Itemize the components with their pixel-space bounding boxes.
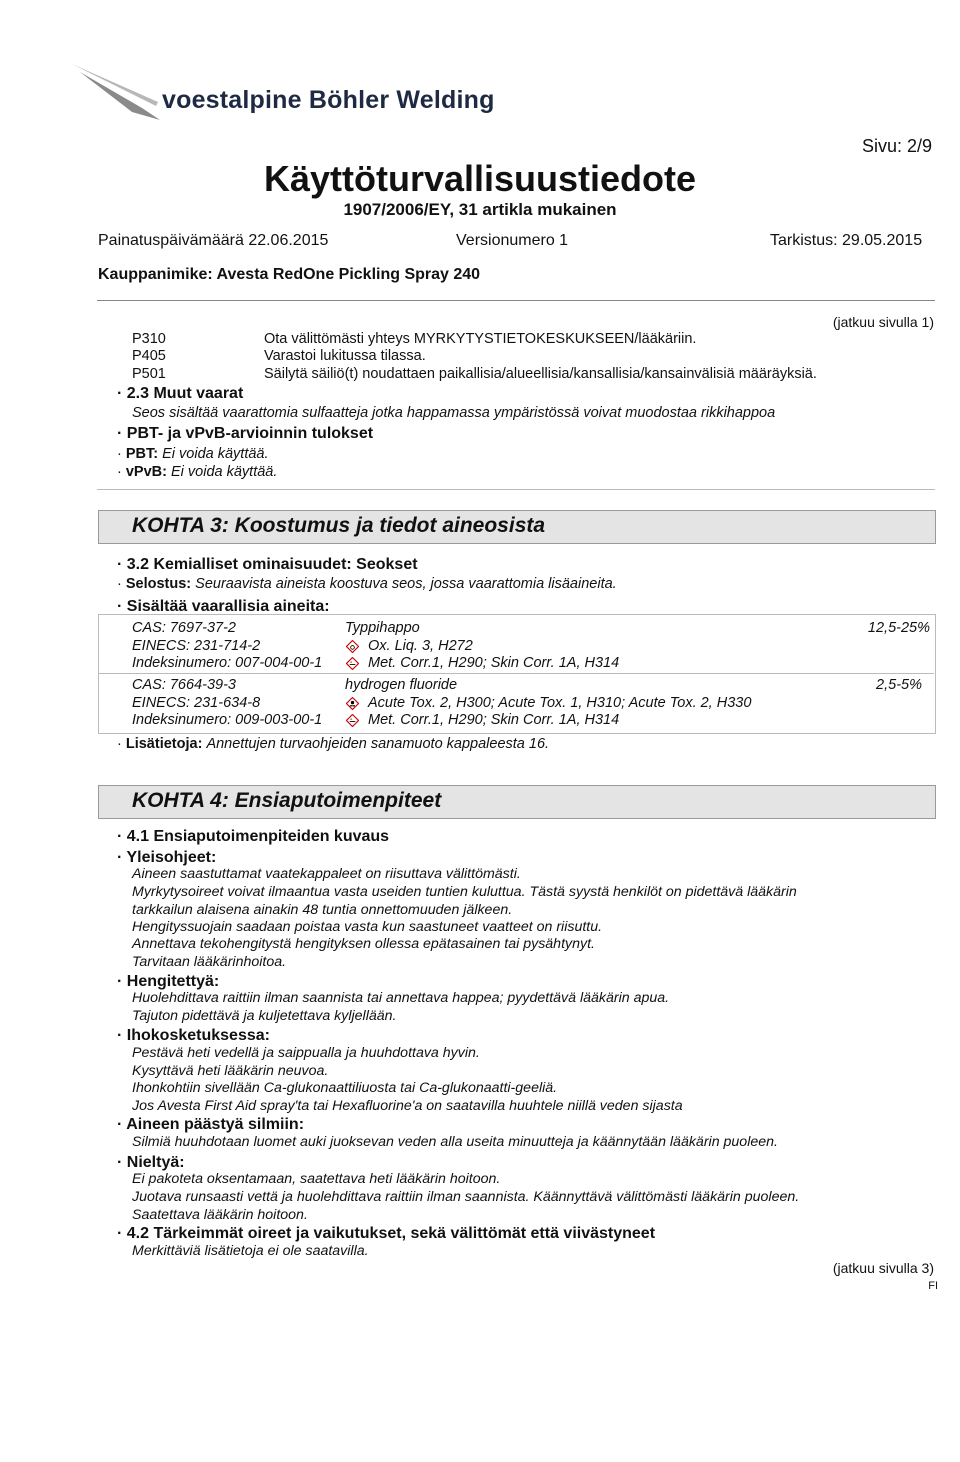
section-3-header: KOHTA 3: Koostumus ja tiedot aineosista bbox=[98, 510, 936, 544]
brand-swoosh-logo bbox=[72, 62, 162, 122]
p-code: P501 bbox=[132, 366, 166, 382]
substance-einecs: EINECS: 231-634-8 bbox=[132, 695, 261, 711]
subsection-4-2-heading: · 4.2 Tärkeimmät oireet ja vaikutukset, sekä välittömät että viivästyneet bbox=[117, 1225, 656, 1242]
subsection-3-2-heading: · 3.2 Kemialliset ominaisuudet: Seokset bbox=[117, 556, 418, 573]
skin-contact-line: Pestävä heti vedellä ja saippualla ja huuhdottava hyvin. bbox=[132, 1045, 480, 1061]
document-subtitle: 1907/2006/EY, 31 artikla mukainen bbox=[343, 200, 617, 219]
review-date: Tarkistus: 29.05.2015 bbox=[770, 232, 923, 249]
continued-to: (jatkuu sivulla 3) bbox=[832, 1260, 934, 1276]
pbt-assessment-heading: · PBT- ja vPvB-arvioinnin tulokset bbox=[117, 425, 374, 442]
corrosion-icon bbox=[346, 657, 359, 670]
substance-name: hydrogen fluoride bbox=[345, 677, 458, 693]
brand-name: voestalpine Böhler Welding bbox=[162, 86, 495, 114]
skin-contact-line: Jos Avesta First Aid spray'ta tai Hexafluorine'a on saatavilla huuhtele niillä veden sijasta bbox=[132, 1098, 683, 1114]
p-code: P310 bbox=[132, 331, 166, 347]
substance-classification: Ox. Liq. 3, H272 bbox=[368, 638, 473, 654]
p-code: P405 bbox=[132, 348, 166, 364]
substance-classification: Met. Corr.1, H290; Skin Corr. 1A, H314 bbox=[368, 712, 620, 728]
trade-name: Kauppanimike: Avesta RedOne Pickling Spray 240 bbox=[98, 266, 481, 283]
substance-concentration: 2,5-5% bbox=[876, 677, 922, 693]
inhalation-line: Tajuton pidettävä ja kuljetettava kyljellään. bbox=[132, 1008, 397, 1024]
substance-classification: Met. Corr.1, H290; Skin Corr. 1A, H314 bbox=[368, 655, 620, 671]
substance-index: Indeksinumero: 009-003-00-1 bbox=[132, 712, 323, 728]
document-title: Käyttöturvallisuustiedote bbox=[263, 158, 697, 199]
table-row-separator bbox=[98, 673, 934, 674]
ingestion-heading: · Nieltyä: bbox=[117, 1154, 185, 1171]
skin-contact-line: Kysyttävä heti lääkärin neuvoa. bbox=[132, 1063, 329, 1079]
general-advice-line: Hengityssuojain saadaan poistaa vasta kun saastuneet vaatteet on riisuttu. bbox=[132, 919, 603, 935]
hazardous-substances-heading: · Sisältää vaarallisia aineita: bbox=[117, 598, 330, 615]
flame-over-circle-icon bbox=[346, 640, 359, 653]
inhalation-heading: · Hengitettyä: bbox=[117, 973, 220, 990]
substance-cas: CAS: 7697-37-2 bbox=[132, 620, 236, 636]
eye-contact-heading: · Aineen päästyä silmiin: bbox=[117, 1116, 305, 1133]
page-number: Sivu: 2/9 bbox=[862, 136, 933, 156]
general-advice-line: Annettava tekohengitystä hengityksen ollessa epätasainen tai pysähtynyt. bbox=[132, 936, 595, 952]
pbt-result: · PBT: Ei voida käyttää. bbox=[117, 446, 269, 462]
general-advice-line: tarkkailun alaisena ainakin 48 tuntia onnettomuuden jälkeen. bbox=[132, 902, 513, 918]
other-hazards-text: Seos sisältää vaarattomia sulfaatteja jotka happamassa ympäristössä voivat muodostaa rikkihappoa bbox=[132, 405, 776, 421]
eye-contact-line: Silmiä huuhdotaan luomet auki juoksevan veden alla useita minuutteja ja käännytään lääkärin puoleen. bbox=[132, 1134, 778, 1150]
print-date: Painatuspäivämäärä 22.06.2015 bbox=[98, 232, 329, 249]
subsection-2-3-heading: · 2.3 Muut vaarat bbox=[117, 385, 244, 402]
skull-crossbones-icon bbox=[346, 697, 359, 710]
section-4-header: KOHTA 4: Ensiaputoimenpiteet bbox=[98, 785, 936, 819]
ingestion-line: Juotava runsaasti vettä ja huolehdittava raittiin ilman saannista. Käännyttävä välittömästi lääkärin puoleen. bbox=[132, 1189, 800, 1205]
skin-contact-heading: · Ihokosketuksessa: bbox=[117, 1027, 270, 1044]
substance-cas: CAS: 7664-39-3 bbox=[132, 677, 236, 693]
p-text: Säilytä säiliö(t) noudattaen paikallisia/alueellisia/kansallisia/kansainvälisiä määräyksiä. bbox=[264, 366, 817, 382]
mixture-description: · Selostus: Seuraavista aineista koostuva seos, jossa vaarattomia lisäaineita. bbox=[117, 576, 617, 592]
ingestion-line: Saatettava lääkärin hoitoon. bbox=[132, 1207, 308, 1223]
version-number: Versionumero 1 bbox=[456, 232, 569, 249]
p-text: Ota välittömästi yhteys MYRKYTYSTIETOKESKUKSEEN/lääkäriin. bbox=[264, 331, 697, 347]
continued-from: (jatkuu sivulla 1) bbox=[832, 314, 934, 330]
language-code: FI bbox=[928, 1280, 938, 1292]
p-text: Varastoi lukitussa tilassa. bbox=[264, 348, 426, 364]
substance-einecs: EINECS: 231-714-2 bbox=[132, 638, 261, 654]
corrosion-icon bbox=[346, 714, 359, 727]
subsection-4-1-heading: · 4.1 Ensiaputoimenpiteiden kuvaus bbox=[117, 828, 390, 845]
general-advice-line: Tarvitaan lääkärinhoitoa. bbox=[132, 954, 287, 970]
ingestion-line: Ei pakoteta oksentamaan, saatettava heti lääkärin hoitoon. bbox=[132, 1171, 501, 1187]
general-advice-line: Aineen saastuttamat vaatekappaleet on riisuttava välittömästi. bbox=[132, 866, 521, 882]
general-advice-line: Myrkytysoireet voivat ilmaantua vasta useiden tuntien kuluttua. Tästä syystä henkilöt on pidettävä lääkärin bbox=[132, 884, 797, 900]
substance-index: Indeksinumero: 007-004-00-1 bbox=[132, 655, 323, 671]
skin-contact-line: Ihonkohtiin sivellään Ca-glukonaattiliuosta tai Ca-glukonaatti-geeliä. bbox=[132, 1080, 558, 1096]
vpvb-result: · vPvB: Ei voida käyttää. bbox=[117, 464, 278, 480]
general-advice-heading: · Yleisohjeet: bbox=[117, 849, 217, 866]
inhalation-line: Huolehdittava raittiin ilman saannista tai annettava happea; pyydettävä lääkärin apua. bbox=[132, 990, 670, 1006]
symptoms-text: Merkittäviä lisätietoja ei ole saatavilla. bbox=[132, 1243, 369, 1259]
additional-information: · Lisätietoja: Annettujen turvaohjeiden sanamuoto kappaleesta 16. bbox=[117, 736, 550, 752]
substance-concentration: 12,5-25% bbox=[867, 620, 930, 636]
substance-name: Typpihappo bbox=[345, 620, 420, 636]
substance-classification: Acute Tox. 2, H300; Acute Tox. 1, H310; Acute Tox. 2, H330 bbox=[368, 695, 752, 711]
